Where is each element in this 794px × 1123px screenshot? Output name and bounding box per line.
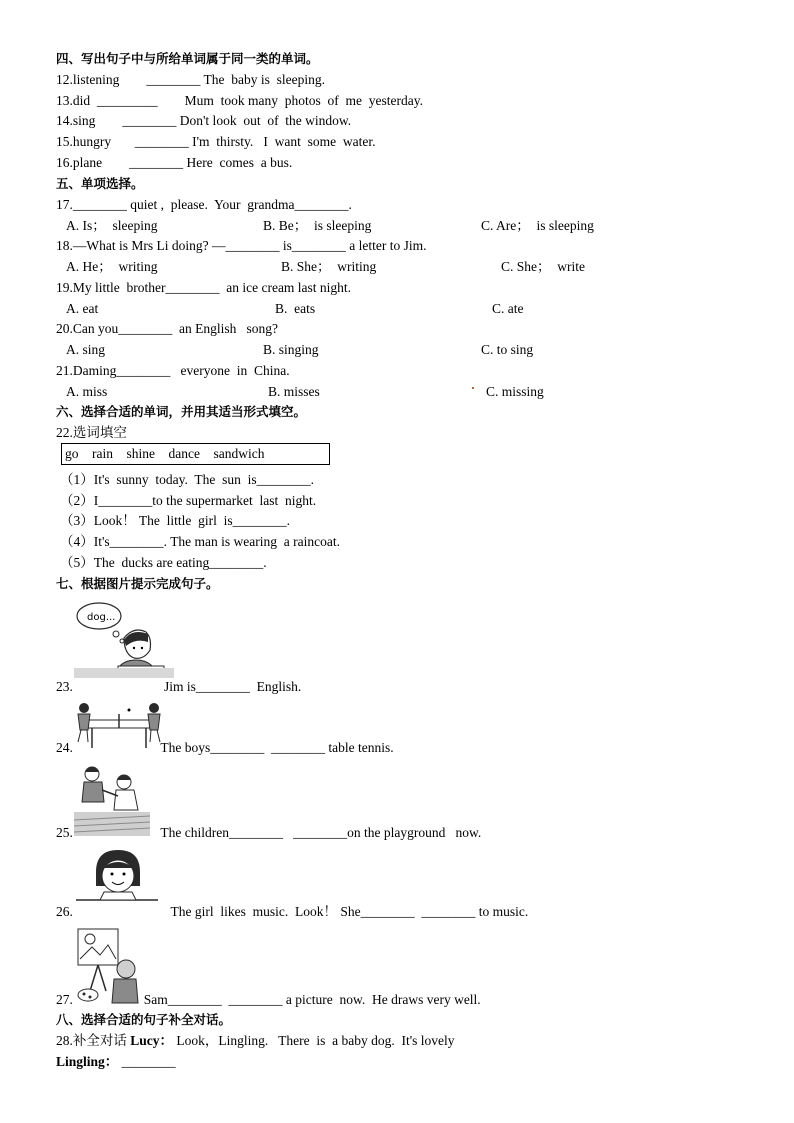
section4-heading: 四、写出句子中与所给单词属于同一类的单词。 <box>56 51 319 66</box>
question-20: 20.Can you________ an English song? <box>56 321 278 336</box>
q28-prefix: 28.补全对话 <box>56 1033 131 1048</box>
q18-option-c: C. She； write <box>501 259 585 274</box>
section6-heading: 六、选择合适的单词，并用其适当形式填空。 <box>56 404 307 419</box>
question-22-title: 22.选词填空 <box>56 425 127 440</box>
q19-option-c: C. ate <box>492 301 524 316</box>
q20-option-b: B. singing <box>263 342 319 357</box>
q21-option-b: B. misses <box>268 384 320 399</box>
q18-option-a: A. He； writing <box>66 259 158 274</box>
thought-bubble-text: dog... <box>87 612 116 623</box>
question-25: 25. The children________ ________on the playground now. <box>56 825 482 840</box>
question-19: 19.My little brother________ an ice cream last night. <box>56 280 352 295</box>
picture-girl-music <box>74 846 160 902</box>
q22-item-4: （4）It's________. The man is wearing a raincoat. <box>60 534 340 549</box>
q19-option-a: A. eat <box>66 301 99 316</box>
stray-mark <box>472 387 474 389</box>
question-28 <box>56 1032 455 1049</box>
lingling-line <box>56 1053 176 1070</box>
section5-heading: 五、单项选择。 <box>56 176 144 191</box>
question-24: 24. The boys________ ________ table tennis. <box>56 740 394 755</box>
question-13: 13.did _________ Mum took many photos of me yesterday. <box>56 93 423 108</box>
q17-option-c: C. Are； is sleeping <box>481 218 594 233</box>
q17-option-b: B. Be； is sleeping <box>263 218 372 233</box>
q21-option-a: A. miss <box>66 384 108 399</box>
word-bank-box: go rain shine dance sandwich <box>61 443 330 465</box>
q22-item-1: （1）It's sunny today. The sun is________. <box>60 472 315 487</box>
question-26: 26. The girl likes music. Look！ She________ ________ to music. <box>56 904 529 919</box>
picture-boy-thinking <box>74 598 174 678</box>
question-23: 23. Jim is________ English. <box>56 679 302 694</box>
question-14: 14.sing ________ Don't look out of the window. <box>56 113 352 128</box>
question-27: 27. Sam________ ________ a picture now. He draws very well. <box>56 992 481 1007</box>
question-12: 12.listening ________ The baby is sleeping. <box>56 72 325 87</box>
question-21: 21.Daming________ everyone in China. <box>56 363 290 378</box>
q18-option-b: B. She； writing <box>281 259 377 274</box>
q19-option-b: B. eats <box>275 301 316 316</box>
q21-option-c: C. missing <box>486 384 544 399</box>
question-15: 15.hungry ________ I'm thirsty. I want some water. <box>56 134 376 149</box>
q20-option-c: C. to sing <box>481 342 534 357</box>
speaker-lucy: Lucy： <box>130 1033 174 1048</box>
section7-heading: 七、根据图片提示完成句子。 <box>56 576 219 591</box>
lingling-blank: ________ <box>118 1054 176 1069</box>
question-16: 16.plane ________ Here comes a bus. <box>56 155 293 170</box>
q17-option-a: A. Is； sleeping <box>66 218 158 233</box>
q22-item-2: （2）I________to the supermarket last night. <box>60 493 317 508</box>
section8-heading: 八、选择合适的句子补全对话。 <box>56 1012 232 1027</box>
speaker-lingling: Lingling： <box>56 1054 119 1069</box>
question-18: 18.—What is Mrs Li doing? —________ is________ a letter to Jim. <box>56 238 427 253</box>
q22-item-5: （5）The ducks are eating________. <box>60 555 267 570</box>
q22-item-3: （3）Look！ The little girl is________. <box>60 513 290 528</box>
question-17: 17.________ quiet , please. Your grandma________. <box>56 197 352 212</box>
q20-option-a: A. sing <box>66 342 106 357</box>
lucy-line: Look，Lingling. There is a baby dog. It's lovely <box>173 1033 455 1048</box>
